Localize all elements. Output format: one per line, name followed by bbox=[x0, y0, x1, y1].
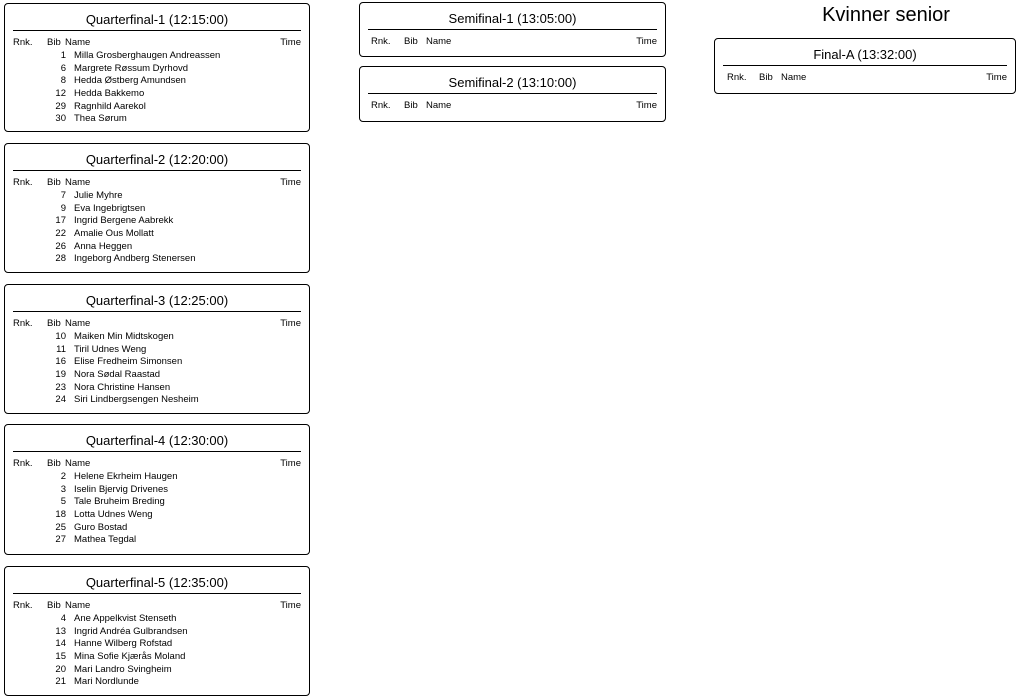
quarterfinal-3-panel bbox=[4, 284, 310, 414]
athlete-row bbox=[5, 344, 309, 357]
athlete-row bbox=[5, 75, 309, 88]
heat-title: Quarterfinal-1 (12:15:00) bbox=[13, 10, 301, 31]
athlete-name: Amalie Ous Mollatt bbox=[74, 228, 154, 240]
athlete-name: Eva Ingebrigtsen bbox=[74, 202, 146, 214]
col-header-time: Time bbox=[636, 36, 657, 47]
col-header-name: Name bbox=[65, 177, 91, 188]
athlete-row bbox=[5, 471, 309, 484]
bib-number: 3 bbox=[60, 483, 66, 495]
bib-number: 11 bbox=[56, 343, 66, 355]
bib-number: 30 bbox=[55, 113, 66, 125]
col-header-name: Name bbox=[426, 100, 452, 111]
athlete-name: Nora Sødal Raastad bbox=[74, 369, 161, 381]
col-header-rnk: Rnk. bbox=[13, 37, 33, 48]
col-header-bib: Bib bbox=[47, 458, 61, 469]
bib-number: 18 bbox=[55, 509, 66, 521]
bib-number: 21 bbox=[55, 676, 66, 688]
athlete-name: Iselin Bjervig Drivenes bbox=[74, 483, 168, 495]
col-header-bib: Bib bbox=[404, 100, 418, 111]
athlete-name: Anna Heggen bbox=[74, 240, 133, 252]
quarterfinal-5-panel bbox=[4, 566, 310, 696]
athlete-row bbox=[5, 228, 309, 241]
athlete-row bbox=[5, 253, 309, 266]
heat-title: Quarterfinal-5 (12:35:00) bbox=[13, 573, 301, 594]
athlete-row bbox=[5, 356, 309, 369]
bib-number: 24 bbox=[55, 394, 66, 406]
athlete-row bbox=[5, 369, 309, 382]
col-header-name: Name bbox=[65, 318, 91, 329]
col-header-rnk: Rnk. bbox=[13, 458, 33, 469]
col-header-time: Time bbox=[986, 72, 1007, 83]
athlete-row bbox=[5, 626, 309, 639]
athlete-row bbox=[5, 203, 309, 216]
athlete-row bbox=[5, 190, 309, 203]
col-header-rnk: Rnk. bbox=[727, 72, 747, 83]
col-header-bib: Bib bbox=[47, 37, 61, 48]
heat-title: Final-A (13:32:00) bbox=[723, 45, 1007, 66]
heat-title: Quarterfinal-2 (12:20:00) bbox=[13, 150, 301, 171]
athlete-name: Hanne Wilberg Rofstad bbox=[74, 638, 173, 650]
bib-number: 15 bbox=[55, 651, 66, 663]
athlete-name: Milla Grosberghaugen Andreassen bbox=[74, 50, 221, 61]
bib-number: 4 bbox=[60, 613, 66, 624]
bib-number: 26 bbox=[55, 240, 66, 252]
bib-number: 16 bbox=[55, 356, 66, 368]
heat-title: Quarterfinal-4 (12:30:00) bbox=[13, 431, 301, 452]
athlete-row bbox=[5, 664, 309, 677]
athlete-list bbox=[5, 50, 309, 126]
quarterfinal-4-panel bbox=[4, 424, 310, 555]
heat-title: Quarterfinal-3 (12:25:00) bbox=[13, 291, 301, 312]
athlete-name: Hedda Østberg Amundsen bbox=[74, 75, 186, 87]
col-header-time: Time bbox=[280, 458, 301, 469]
col-header-time: Time bbox=[280, 600, 301, 611]
col-header-rnk: Rnk. bbox=[371, 100, 391, 111]
bib-number: 17 bbox=[55, 215, 66, 227]
athlete-name: Lotta Udnes Weng bbox=[74, 509, 153, 521]
col-header-time: Time bbox=[280, 177, 301, 188]
athlete-name: Ane Appelkvist Stenseth bbox=[74, 613, 177, 624]
athlete-name: Ingrid Bergene Aabrekk bbox=[74, 215, 174, 227]
bib-number: 25 bbox=[55, 521, 66, 533]
athlete-row bbox=[5, 382, 309, 395]
bib-number: 13 bbox=[55, 625, 66, 637]
athlete-name: Mina Sofie Kjærås Moland bbox=[74, 651, 186, 663]
bib-number: 1 bbox=[60, 50, 66, 61]
final-a-panel bbox=[714, 38, 1016, 94]
col-header-bib: Bib bbox=[47, 318, 61, 329]
bib-number: 5 bbox=[60, 496, 66, 508]
athlete-name: Siri Lindbergsengen Nesheim bbox=[74, 394, 199, 406]
athlete-row bbox=[5, 50, 309, 63]
col-header-name: Name bbox=[65, 37, 91, 48]
col-header-bib: Bib bbox=[47, 600, 61, 611]
bib-number: 12 bbox=[55, 88, 66, 100]
semifinal-2-panel bbox=[359, 66, 666, 122]
athlete-name: Ingeborg Andberg Stenersen bbox=[74, 253, 196, 265]
col-header-rnk: Rnk. bbox=[371, 36, 391, 47]
bib-number: 14 bbox=[55, 638, 66, 650]
bib-number: 2 bbox=[60, 471, 66, 482]
col-header-name: Name bbox=[781, 72, 807, 83]
athlete-row bbox=[5, 113, 309, 126]
athlete-row bbox=[5, 215, 309, 228]
athlete-row bbox=[5, 676, 309, 689]
col-header-name: Name bbox=[65, 600, 91, 611]
bib-number: 7 bbox=[60, 190, 66, 201]
athlete-row bbox=[5, 63, 309, 76]
athlete-row bbox=[5, 651, 309, 664]
bib-number: 10 bbox=[55, 331, 66, 342]
athlete-name: Thea Sørum bbox=[74, 113, 127, 125]
athlete-name: Hedda Bakkemo bbox=[74, 88, 145, 100]
athlete-name: Mari Nordlunde bbox=[74, 676, 139, 688]
athlete-name: Maiken Min Midtskogen bbox=[74, 331, 174, 342]
col-header-time: Time bbox=[280, 37, 301, 48]
athlete-row bbox=[5, 613, 309, 626]
bib-number: 27 bbox=[55, 534, 66, 546]
heat-title: Semifinal-2 (13:10:00) bbox=[368, 73, 657, 94]
athlete-name: Mari Landro Svingheim bbox=[74, 663, 172, 675]
athlete-row bbox=[5, 638, 309, 651]
col-header-bib: Bib bbox=[404, 36, 418, 47]
semifinal-1-panel bbox=[359, 2, 666, 57]
athlete-row bbox=[5, 88, 309, 101]
athlete-list bbox=[5, 613, 309, 689]
athlete-name: Guro Bostad bbox=[74, 521, 128, 533]
event-title: Kvinner senior bbox=[822, 4, 950, 26]
heat-title: Semifinal-1 (13:05:00) bbox=[368, 9, 657, 30]
athlete-list bbox=[5, 190, 309, 266]
athlete-row bbox=[5, 509, 309, 522]
col-header-time: Time bbox=[636, 100, 657, 111]
col-header-bib: Bib bbox=[759, 72, 773, 83]
bib-number: 9 bbox=[60, 202, 66, 214]
col-header-name: Name bbox=[426, 36, 452, 47]
athlete-row bbox=[5, 496, 309, 509]
bib-number: 8 bbox=[60, 75, 66, 87]
col-header-rnk: Rnk. bbox=[13, 600, 33, 611]
athlete-row bbox=[5, 484, 309, 497]
athlete-name: Tale Bruheim Breding bbox=[74, 496, 165, 508]
bib-number: 19 bbox=[55, 369, 66, 381]
athlete-name: Ragnhild Aarekol bbox=[74, 100, 146, 112]
bib-number: 28 bbox=[55, 253, 66, 265]
bib-number: 23 bbox=[55, 381, 66, 393]
col-header-rnk: Rnk. bbox=[13, 318, 33, 329]
athlete-row bbox=[5, 241, 309, 254]
athlete-list bbox=[5, 471, 309, 547]
athlete-row bbox=[5, 101, 309, 114]
athlete-row bbox=[5, 522, 309, 535]
bib-number: 22 bbox=[55, 228, 66, 240]
quarterfinal-1-panel bbox=[4, 3, 310, 132]
bib-number: 20 bbox=[55, 663, 66, 675]
bib-number: 29 bbox=[55, 100, 66, 112]
athlete-row bbox=[5, 331, 309, 344]
col-header-name: Name bbox=[65, 458, 91, 469]
athlete-row bbox=[5, 394, 309, 407]
quarterfinal-2-panel bbox=[4, 143, 310, 273]
athlete-list bbox=[5, 331, 309, 407]
athlete-name: Nora Christine Hansen bbox=[74, 381, 171, 393]
athlete-name: Tiril Udnes Weng bbox=[74, 343, 147, 355]
athlete-name: Elise Fredheim Simonsen bbox=[74, 356, 183, 368]
athlete-name: Julie Myhre bbox=[74, 190, 123, 201]
col-header-time: Time bbox=[280, 318, 301, 329]
athlete-name: Mathea Tegdal bbox=[74, 534, 137, 546]
athlete-name: Margrete Røssum Dyrhovd bbox=[74, 62, 189, 74]
col-header-bib: Bib bbox=[47, 177, 61, 188]
col-header-rnk: Rnk. bbox=[13, 177, 33, 188]
athlete-row bbox=[5, 534, 309, 547]
athlete-name: Helene Ekrheim Haugen bbox=[74, 471, 178, 482]
bib-number: 6 bbox=[60, 62, 66, 74]
athlete-name: Ingrid Andréa Gulbrandsen bbox=[74, 625, 188, 637]
